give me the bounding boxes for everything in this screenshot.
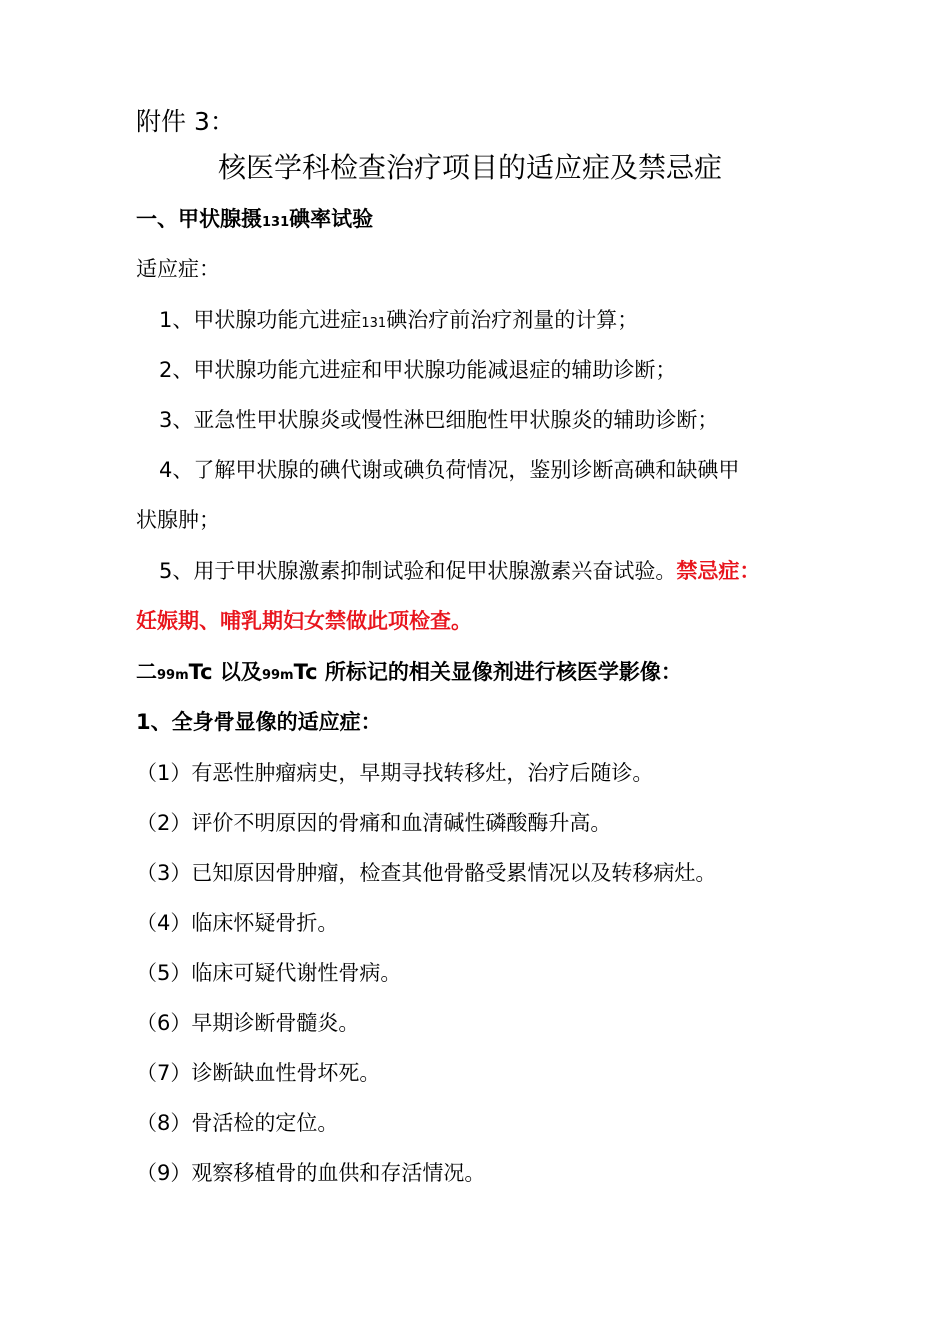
- section1-heading-isotope: 131: [262, 215, 290, 230]
- section2-heading-c: Tc 所标记的相关显像剂进行核医学影像：: [293, 660, 682, 684]
- bone-scan-item-7: （7）诊断缺血性骨坏死。: [136, 1061, 381, 1085]
- section2-heading: [136, 657, 682, 691]
- bone-scan-item-1: （1）有恶性肿瘤病史，早期寻找转移灶，治疗后随诊。: [136, 761, 654, 785]
- section1-item-4-line1: 4、了解甲状腺的碘代谢或碘负荷情况，鉴别诊断高碘和缺碘甲: [159, 458, 740, 482]
- item-1-post: 碘治疗前治疗剂量的计算；: [386, 308, 639, 332]
- bone-scan-item-4: （4）临床怀疑骨折。: [136, 911, 339, 935]
- contraindication-text: 妊娠期、哺乳期妇女禁做此项检查。: [136, 609, 472, 633]
- bone-scan-item-6: （6）早期诊断骨髓炎。: [136, 1011, 360, 1035]
- section1-item-2: 2、甲状腺功能亢进症和甲状腺功能减退症的辅助诊断；: [159, 358, 677, 382]
- bone-scan-item-8: （8）骨活检的定位。: [136, 1111, 339, 1135]
- section2-heading-a: 二: [136, 660, 157, 684]
- section1-heading-post: 碘率试验: [289, 207, 374, 231]
- bone-scan-item-2: （2）评价不明原因的骨痛和血清碱性磷酸酶升高。: [136, 811, 612, 835]
- section2-isotope-2: 99m: [261, 668, 294, 683]
- section1-item-1: [159, 305, 638, 339]
- bone-scan-item-5: （5）临床可疑代谢性骨病。: [136, 961, 402, 985]
- section2-heading-b: Tc 以及: [188, 660, 262, 684]
- section1-heading-pre: 一、甲状腺摄: [136, 207, 262, 231]
- section1-item-5: [159, 556, 760, 586]
- bone-scan-item-9: （9）观察移植骨的血供和存活情况。: [136, 1161, 486, 1185]
- item-5-text: 5、用于甲状腺激素抑制试验和促甲状腺激素兴奋试验。: [159, 559, 677, 583]
- section1-item-4-line2: 状腺肿；: [136, 508, 220, 532]
- item-1-isotope: 131: [361, 316, 387, 331]
- bone-scan-subheading: 1、全身骨显像的适应症：: [136, 710, 382, 734]
- section2-isotope-1: 99m: [157, 668, 189, 683]
- indications-label: 适应症：: [136, 257, 220, 281]
- section1-heading: [136, 204, 373, 238]
- bone-scan-item-3: （3）已知原因骨肿瘤，检查其他骨骼受累情况以及转移病灶。: [136, 861, 717, 885]
- attachment-label: 附件 3：: [136, 107, 235, 136]
- contraindication-label: 禁忌症：: [676, 559, 761, 583]
- document-title: 核医学科检查治疗项目的适应症及禁忌症: [218, 151, 723, 184]
- item-1-pre: 1、甲状腺功能亢进症: [159, 308, 362, 332]
- section1-item-3: 3、亚急性甲状腺炎或慢性淋巴细胞性甲状腺炎的辅助诊断；: [159, 408, 719, 432]
